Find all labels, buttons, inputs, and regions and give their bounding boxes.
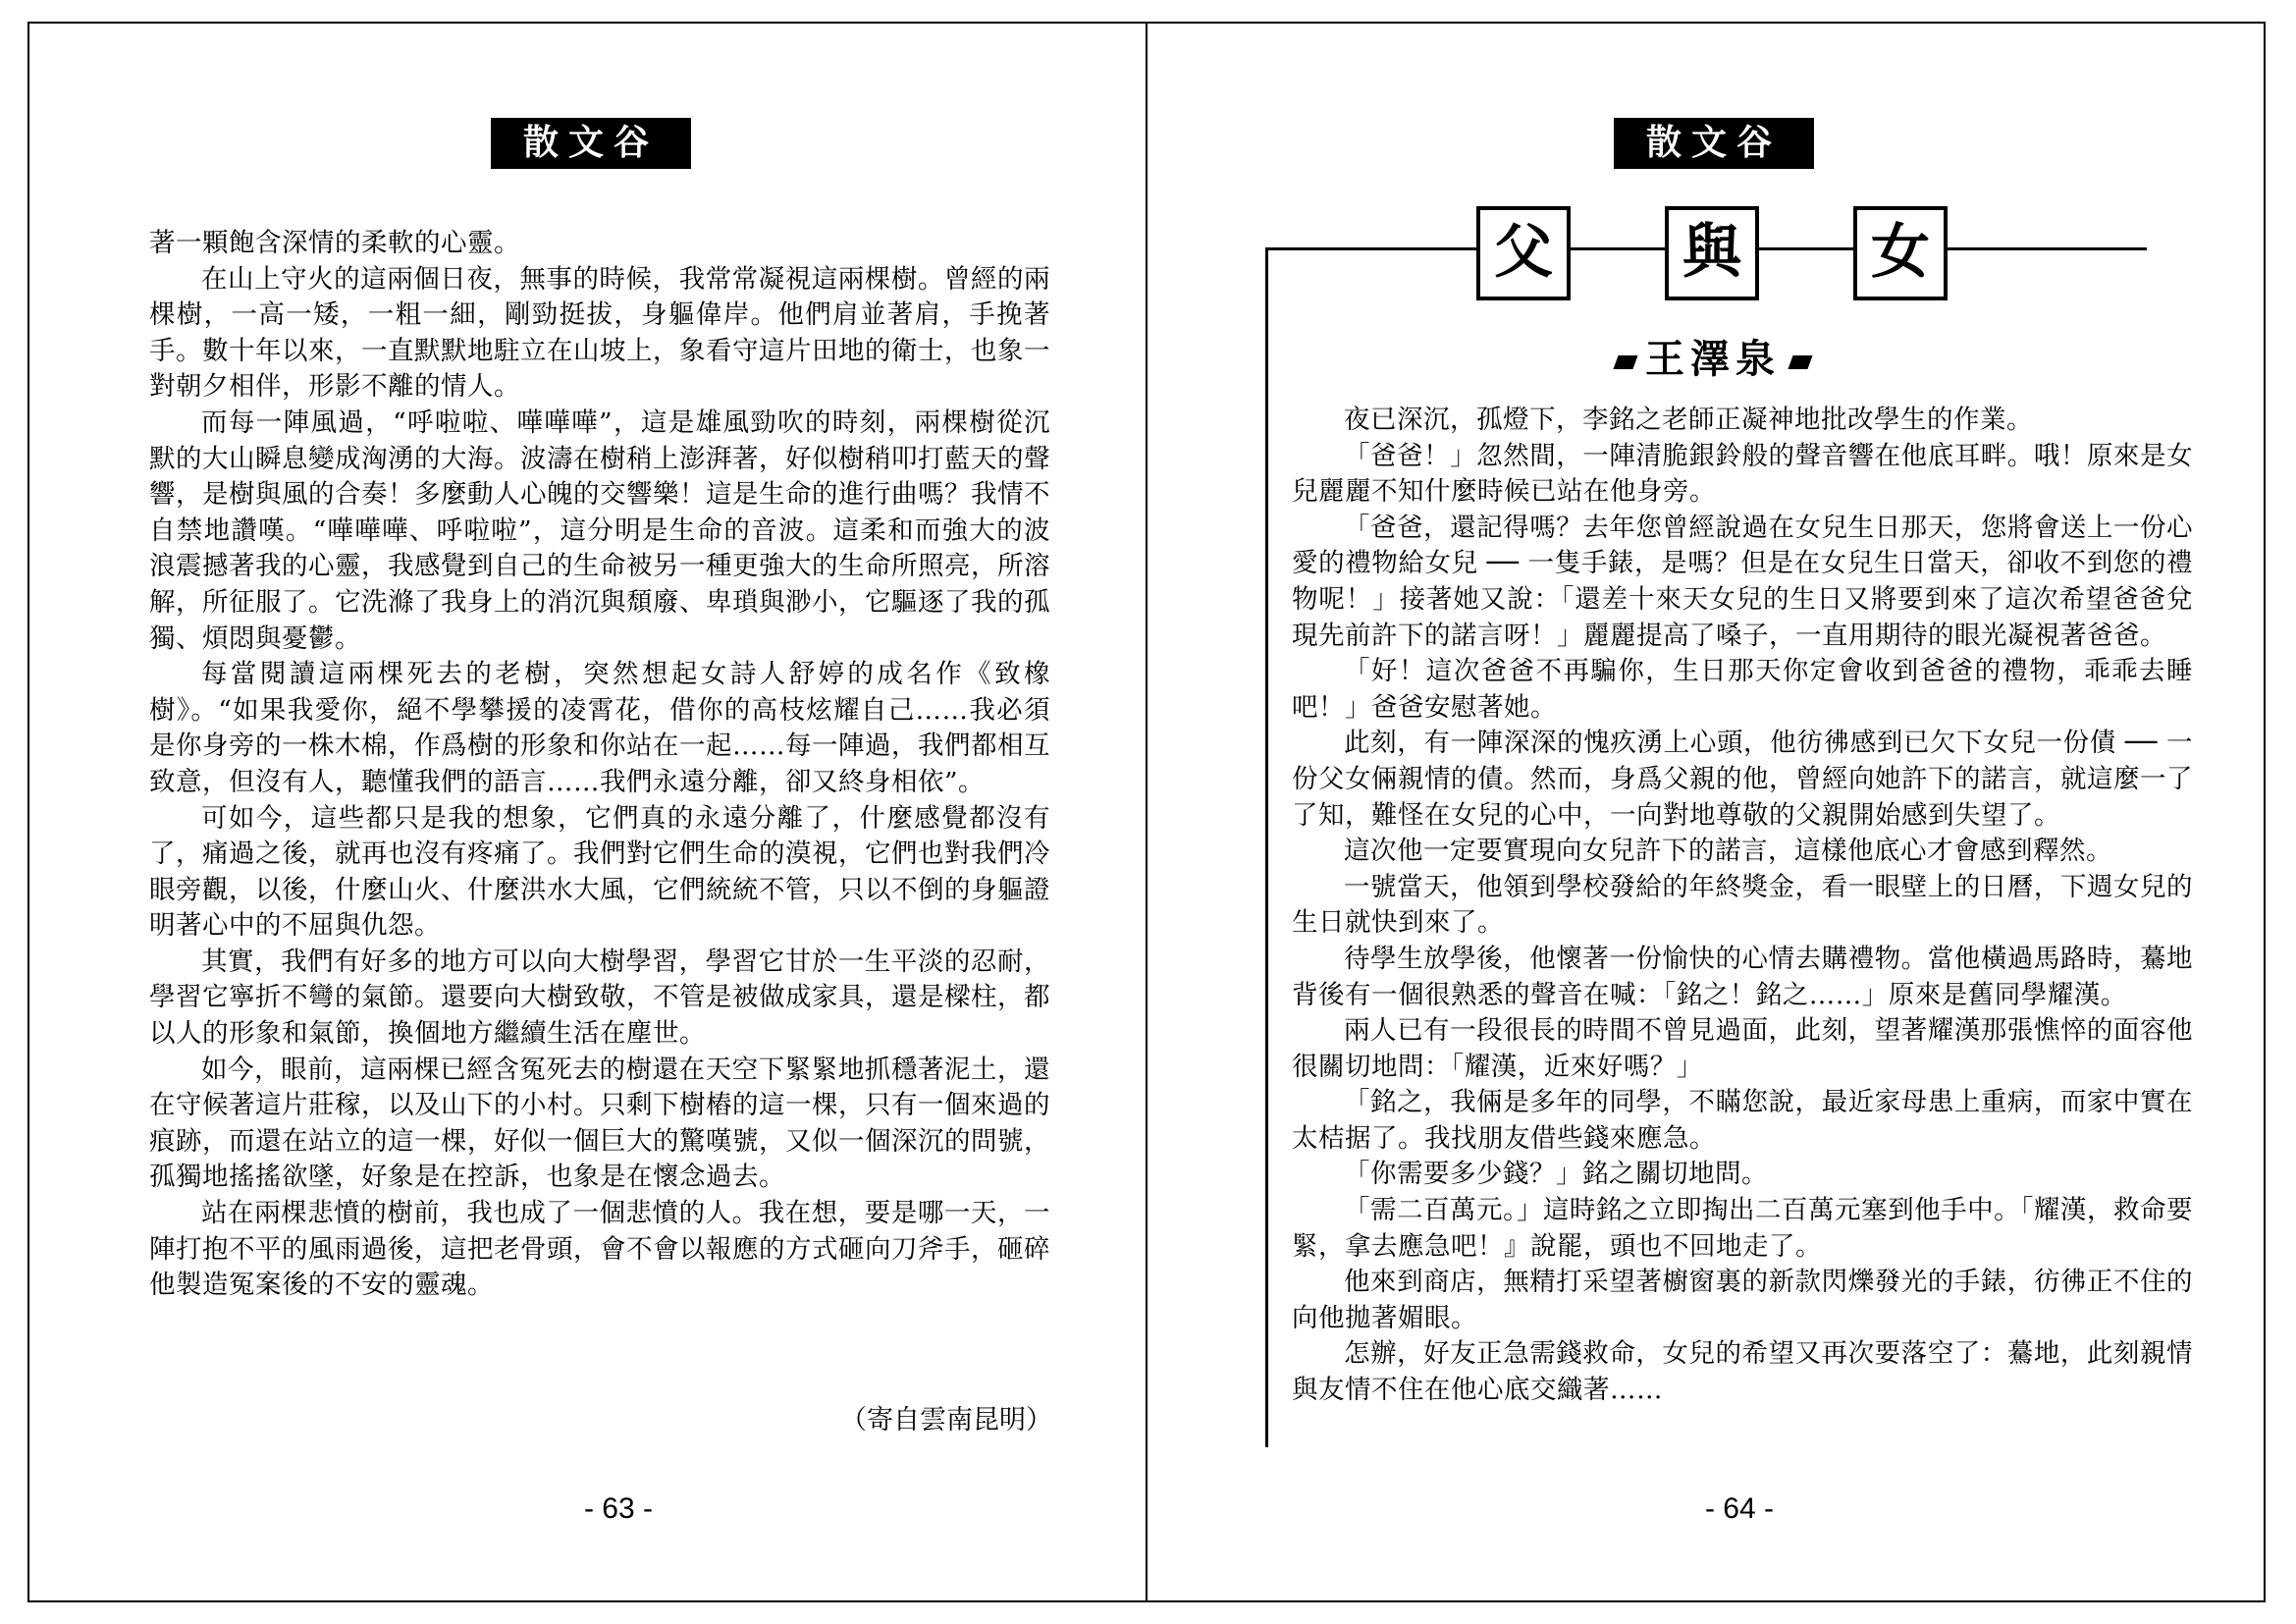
- column-label: 散文谷: [491, 118, 691, 169]
- paragraph: 可如今，這些都只是我的想象，它們真的永遠分離了，什麼感覺都沒有了，痛過之後，就再也沒有疼痛了。我們對它們生命的漠視，它們也對我們冷眼旁觀，以後，什麼山火、什麼洪水大風，它們統統不管，只以不倒的身軀證明著心中的不屈與仇怨。: [149, 802, 1050, 942]
- paragraph: 每當閱讀這兩棵死去的老樹，突然想起女詩人舒婷的成名作《致橡樹》。“如果我愛你，絕不學攀援的凌霄花，借你的高枝炫耀自己……我必須是你身旁的一株木棉，作爲樹的形象和你站在一起……每一陣過，我們都相互致意，但沒有人，聽懂我們的語言……我們永遠分離，卻又終身相依”。: [149, 659, 1050, 797]
- paragraph: 怎辦，好友正急需錢救命，女兒的希望又再次要落空了：驀地，此刻親情與友情不住在他心底交織著……: [1292, 1338, 2193, 1406]
- source-note: （寄自雲南昆明）: [840, 1405, 1052, 1435]
- column-label: 散文谷: [1614, 118, 1814, 169]
- author-byline: [1606, 328, 1820, 384]
- article-body: [149, 226, 1050, 1304]
- ornament-icon: [1788, 355, 1812, 369]
- title-char-box: 女: [1853, 206, 1948, 300]
- paragraph: 在山上守火的這兩個日夜，無事的時候，我常常凝視這兩棵樹。曾經的兩棵樹，一高一矮，一粗一細，剛勁挺拔，身軀偉岸。他們肩並著肩，手挽著手。數十年以來，一直默默地駐立在山坡上，象看守這片田地的衛士，也象一對朝夕相伴，形影不離的情人。: [149, 263, 1050, 403]
- paragraph: 待學生放學後，他懷著一份愉快的心情去購禮物。當他橫過馬路時，驀地背後有一個很熟悉的聲音在喊：「銘之！銘之……」原來是舊同學耀漢。: [1292, 943, 2193, 1010]
- right-page: [1233, 22, 2273, 1593]
- title-char-box: 父: [1476, 206, 1571, 300]
- author-name: 王澤泉: [1645, 336, 1781, 382]
- paragraph: 「你需要多少錢？」銘之關切地問。: [1344, 1159, 1768, 1190]
- paragraph: 「爸爸，還記得嗎？去年您曾經說過在女兒生日那天，您將會送上一份心愛的禮物給女兒 ── 一隻手錶，是嗎？但是在女兒生日當天，卻收不到您的禮物呢！」接著她又說：「還差十來天女兒的生日又將要到來了這次希望爸爸兌現先前許下的諾言呀！」麗麗提高了嗓子，一直用期待的眼光凝視著爸爸。: [1292, 512, 2193, 651]
- paragraph: 此刻，有一陣深深的愧疚湧上心頭，他彷彿感到已欠下女兒一份債 ── 一份父女倆親情的債。然而，身爲父親的他，曾經向她許下的諾言，就這麼一了了知，難怪在女兒的心中，一向對地尊敬的父親開始感到失望了。: [1292, 728, 2193, 831]
- paragraph: 著一顆飽含深情的柔軟的心靈。: [149, 228, 520, 258]
- paragraph: 如今，眼前，這兩棵已經含冤死去的樹還在天空下緊緊地抓穩著泥土，還在守候著這片莊稼，以及山下的小村。只剩下樹樁的這一棵，只有一個來過的痕跡，而還在站立的這一棵，好似一個巨大的驚嘆號，又似一個深沉的問號，孤獨地搖搖欲墜，好象是在控訴，也象是在懷念過去。: [149, 1054, 1050, 1193]
- paragraph: 「好！這次爸爸不再騙你，生日那天你定會收到爸爸的禮物，乖乖去睡吧！」爸爸安慰著她。: [1292, 656, 2193, 723]
- paragraph: 而每一陣風過，“呼啦啦、嘩嘩嘩”，這是雄風勁吹的時刻，兩棵樹從沉默的大山瞬息變成洶湧的大海。波濤在樹稍上澎湃著，好似樹稍叩打藍天的聲響，是樹與風的合奏！多麼動人心魄的交響樂！這是生命的進行曲嗎？我情不自禁地讚嘆。“嘩嘩嘩、呼啦啦”，這分明是生命的音波。這柔和而強大的波浪震撼著我的心靈，我感覺到自己的生命被另一種更強大的生命所照亮，所溶解，所征服了。它洗滌了我身上的消沉與頹廢、卑瑣與渺小，它驅逐了我的孤獨、煩悶與憂鬱。: [149, 406, 1050, 654]
- margin-rule: [1265, 247, 1268, 1447]
- paragraph: 一號當天，他領到學校發給的年終獎金，看一眼壁上的日曆，下週女兒的生日就快到來了。: [1292, 871, 2193, 939]
- paragraph: 夜已深沉，孤燈下，李銘之老師正凝神地批改學生的作業。: [1344, 405, 2033, 435]
- page-number: - 63 -: [583, 1492, 654, 1525]
- paragraph: 「爸爸！」忽然間，一陣清脆銀鈴般的聲音響在他底耳畔。哦！原來是女兒麗麗不知什麼時候已站在他身旁。: [1292, 440, 2193, 508]
- paragraph: 兩人已有一段很長的時間不曾見過面，此刻，望著耀漢那張憔悴的面容他很關切地問：「耀漢，近來好嗎？」: [1292, 1015, 2193, 1082]
- title-char-box: 與: [1665, 206, 1759, 300]
- paragraph: 站在兩棵悲憤的樹前，我也成了一個悲憤的人。我在想，要是哪一天，一陣打抱不平的風雨過後，這把老骨頭，會不會以報應的方式砸向刀斧手，砸碎他製造冤案後的不安的靈魂。: [149, 1198, 1050, 1301]
- article-body: [1292, 403, 2193, 1409]
- page-number: - 64 -: [1704, 1492, 1775, 1525]
- paragraph: 他來到商店，無精打采望著櫥窗裏的新款閃爍發光的手錶，彷彿正不住的向他拋著媚眼。: [1292, 1267, 2193, 1333]
- paragraph: 「銘之，我倆是多年的同學，不瞞您說，最近家母患上重病，而家中實在太桔据了。我找朋友借些錢來應急。: [1292, 1087, 2193, 1154]
- paragraph: 其實，我們有好多的地方可以向大樹學習，學習它甘於一生平淡的忍耐，學習它寧折不彎的氣節。還要向大樹致敬，不管是被做成家具，還是樑柱，都以人的形象和氣節，換個地方繼續生活在塵世。: [149, 946, 1050, 1050]
- paragraph: 這次他一定要實現向女兒許下的諾言，這樣他底心才會感到釋然。: [1344, 836, 2112, 867]
- page-fold: [1146, 22, 1148, 1602]
- paragraph: 「需二百萬元。」這時銘之立即掏出二百萬元塞到他手中。「耀漢，救命要緊，拿去應急吧！』說罷，頭也不回地走了。: [1292, 1195, 2193, 1262]
- ornament-icon: [1613, 355, 1637, 369]
- left-page: [98, 22, 1139, 1593]
